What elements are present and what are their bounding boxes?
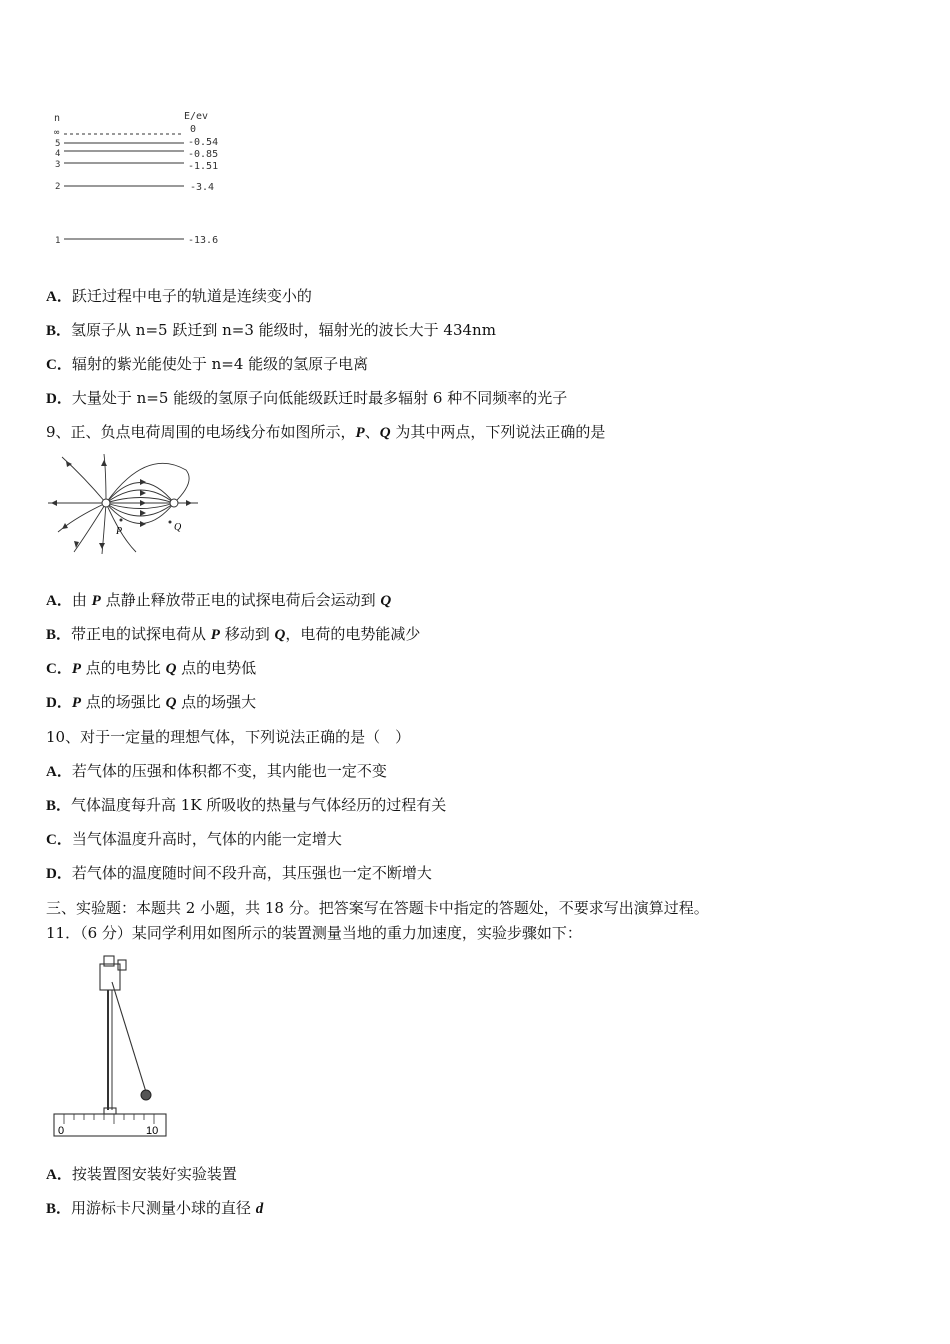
option-label: A． xyxy=(46,593,72,609)
q8-option-b xyxy=(46,320,496,341)
option-text: 跃迁过程中电子的轨道是连续变小的 xyxy=(71,287,312,305)
q11-stem: 11．（6 分）某同学利用如图所示的装置测量当地的重力加速度，实验步骤如下： xyxy=(46,924,582,942)
point-q-label: Q xyxy=(174,522,182,533)
option-text: 由 xyxy=(71,591,92,609)
level-energy-label: -3.4 xyxy=(190,182,215,193)
stand-base xyxy=(104,1108,116,1114)
q9-option-c xyxy=(46,658,256,679)
ruler-ticks xyxy=(64,1114,154,1124)
level-energy-label: 0 xyxy=(190,124,197,135)
option-text: 带正电的试探电荷从 xyxy=(71,625,211,643)
pendulum-bob xyxy=(141,1090,151,1100)
option-var: P xyxy=(71,661,82,677)
option-label: B． xyxy=(46,323,72,339)
q11-option-a xyxy=(46,1164,237,1185)
option-text: 气体温度每升高 1K 所吸收的热量与气体经历的过程有关 xyxy=(71,796,447,814)
option-label: B． xyxy=(46,798,72,814)
option-label: C． xyxy=(46,357,72,373)
option-text: 按装置图安装好实验装置 xyxy=(71,1165,237,1183)
level-5 xyxy=(55,137,218,149)
option-text: 若气体的温度随时间不段升高，其压强也一定不断增大 xyxy=(71,864,432,882)
level-n-label: 4 xyxy=(55,149,61,159)
option-label: A． xyxy=(46,764,72,780)
option-var: Q xyxy=(165,695,177,711)
positive-charge xyxy=(102,499,110,507)
q9-stem-suffix: 为其中两点，下列说法正确的是 xyxy=(390,423,606,441)
q10-option-c xyxy=(46,829,342,850)
option-text: 大量处于 n=5 能级的氢原子向低能级跃迁时最多辐射 6 种不同频率的光子 xyxy=(71,389,568,407)
option-text: 用游标卡尺测量小球的直径 xyxy=(71,1199,256,1217)
option-label: B． xyxy=(46,627,72,643)
q10-option-a xyxy=(46,761,387,782)
q9-stem-sep: 、 xyxy=(364,423,380,441)
option-label: D． xyxy=(46,695,72,711)
level-4 xyxy=(55,149,218,160)
option-text: 当气体温度升高时，气体的内能一定增大 xyxy=(71,830,342,848)
q10-option-b xyxy=(46,795,446,816)
point-q-dot xyxy=(169,521,172,524)
level-n-label: 5 xyxy=(55,139,61,149)
q9-option-a xyxy=(46,590,391,611)
q8-option-d xyxy=(46,388,567,409)
q10-stem: 10、对于一定量的理想气体，下列说法正确的是（ ） xyxy=(46,728,411,746)
option-text: 氢原子从 n=5 跃迁到 n=3 能级时，辐射光的波长大于 434nm xyxy=(71,321,496,339)
negative-charge xyxy=(170,499,178,507)
option-text: ，电荷的电势能减少 xyxy=(285,625,421,643)
option-label: A． xyxy=(46,1167,72,1183)
option-var: Q xyxy=(165,661,177,677)
q11-option-b xyxy=(46,1198,263,1219)
option-var: Q xyxy=(380,593,392,609)
sensor-housing xyxy=(100,964,120,990)
q9-stem xyxy=(46,422,605,443)
option-text: 点的电势比 xyxy=(81,659,166,677)
option-var: Q xyxy=(274,627,286,643)
level-n-label: 1 xyxy=(55,236,61,246)
option-label: C． xyxy=(46,832,72,848)
q9-option-b xyxy=(46,624,420,645)
option-text: 点的场强比 xyxy=(81,693,166,711)
electric-field-diagram xyxy=(46,452,200,556)
option-text: 点的电势低 xyxy=(176,659,257,677)
n-axis-label: n xyxy=(54,113,61,124)
energy-axis-label: E/ev xyxy=(184,111,209,122)
level-n-label: ∞ xyxy=(54,128,60,138)
level-1 xyxy=(55,235,218,246)
sensor-knob xyxy=(118,960,126,970)
option-text: 若气体的压强和体积都不变，其内能也一定不变 xyxy=(71,762,387,780)
option-label: D． xyxy=(46,866,72,882)
option-label: B． xyxy=(46,1201,72,1217)
ruler-label-end: 10 xyxy=(146,1125,159,1137)
q9-stem-prefix: 9、正、负点电荷周围的电场线分布如图所示， xyxy=(46,423,356,441)
option-label: C． xyxy=(46,661,72,677)
level-inf xyxy=(54,124,196,138)
q8-option-c xyxy=(46,354,368,375)
q10-option-d xyxy=(46,863,432,884)
pendulum-apparatus-diagram xyxy=(50,952,170,1142)
option-label: D． xyxy=(46,391,72,407)
option-text: 移动到 xyxy=(219,625,275,643)
point-p-dot xyxy=(120,519,123,522)
point-p-label: P xyxy=(116,526,123,537)
q9-option-d xyxy=(46,692,256,713)
level-energy-label: -1.51 xyxy=(188,161,219,172)
level-n-label: 2 xyxy=(55,182,61,192)
option-text: 辐射的紫光能使处于 n=4 能级的氢原子电离 xyxy=(71,355,369,373)
option-text: 点的场强大 xyxy=(176,693,257,711)
level-energy-label: -0.85 xyxy=(188,149,219,160)
option-var: P xyxy=(210,627,220,643)
var-q: Q xyxy=(379,425,391,441)
option-var: P xyxy=(71,695,82,711)
level-3 xyxy=(55,160,218,172)
option-var: d xyxy=(255,1201,264,1217)
level-n-label: 3 xyxy=(55,160,61,170)
var-p: P xyxy=(355,425,365,441)
level-2 xyxy=(55,182,214,193)
level-energy-label: -0.54 xyxy=(188,137,219,148)
option-var: P xyxy=(91,593,101,609)
q8-option-a xyxy=(46,286,312,307)
option-text: 点静止释放带正电的试探电荷后会运动到 xyxy=(100,591,381,609)
ruler-label-start: 0 xyxy=(58,1125,65,1137)
energy-level-diagram xyxy=(50,108,240,250)
option-label: A． xyxy=(46,289,72,305)
level-energy-label: -13.6 xyxy=(188,235,219,246)
pendulum-string xyxy=(112,982,146,1092)
section-3-heading: 三、实验题：本题共 2 小题，共 18 分。把答案写在答题卡中指定的答题处，不要求写出演算过程。 xyxy=(46,899,709,917)
